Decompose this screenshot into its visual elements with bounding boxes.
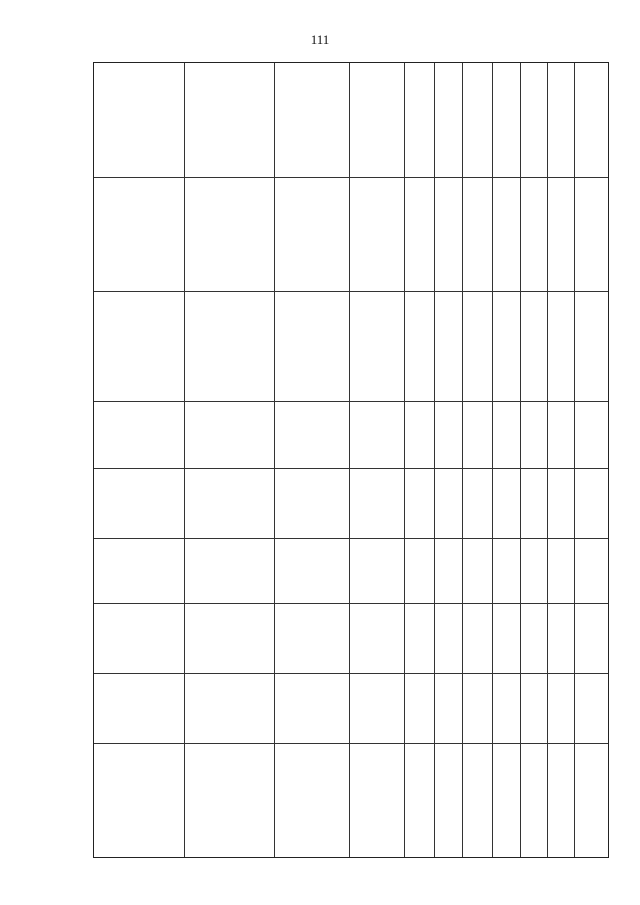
row-divider [94, 673, 608, 674]
column-divider [404, 63, 405, 857]
row-divider [94, 177, 608, 178]
column-divider [492, 63, 493, 857]
row-divider [94, 401, 608, 402]
row-divider [94, 743, 608, 744]
column-divider [547, 63, 548, 857]
row-divider [94, 468, 608, 469]
column-divider [184, 63, 185, 857]
row-divider [94, 603, 608, 604]
column-divider [349, 63, 350, 857]
financing-plan-table [93, 62, 609, 858]
page-number: 111 [310, 32, 330, 47]
row-divider [94, 538, 608, 539]
column-divider [462, 63, 463, 857]
column-divider [274, 63, 275, 857]
row-divider [94, 291, 608, 292]
column-divider [574, 63, 575, 857]
column-divider [520, 63, 521, 857]
column-divider [434, 63, 435, 857]
